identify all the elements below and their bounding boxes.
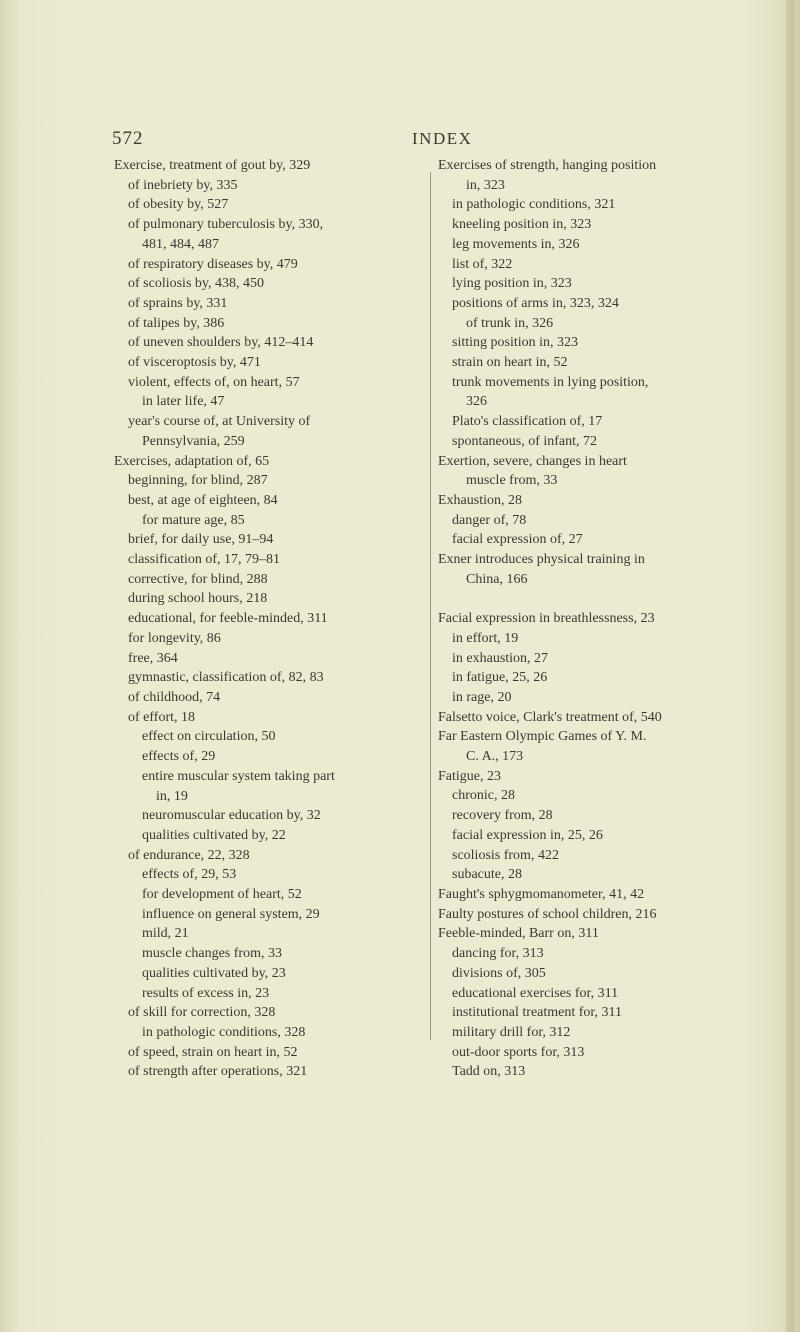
index-entry: entire muscular system taking part bbox=[142, 768, 335, 784]
index-entry: Far Eastern Olympic Games of Y. M. bbox=[438, 729, 647, 745]
index-entry: scoliosis from, 422 bbox=[452, 847, 559, 863]
index-entry: chronic, 28 bbox=[452, 788, 515, 804]
index-entry: neuromuscular education by, 32 bbox=[142, 808, 321, 824]
index-entry: in, 19 bbox=[156, 788, 188, 804]
index-entry: strain on heart in, 52 bbox=[452, 355, 568, 371]
index-entry: 481, 484, 487 bbox=[142, 236, 219, 252]
index-entry: of endurance, 22, 328 bbox=[128, 847, 250, 863]
index-entry: Pennsylvania, 259 bbox=[142, 433, 245, 449]
index-entry: Exercises of strength, hanging position bbox=[438, 158, 657, 173]
index-entry: divisions of, 305 bbox=[452, 965, 546, 981]
index-entry: in rage, 20 bbox=[452, 689, 512, 705]
index-entry: of speed, strain on heart in, 52 bbox=[128, 1044, 298, 1060]
index-entry: leg movements in, 326 bbox=[452, 236, 580, 252]
index-entry: of strength after operations, 321 bbox=[128, 1064, 308, 1080]
index-entry: educational, for feeble-minded, 311 bbox=[128, 611, 328, 627]
index-entry: of visceroptosis by, 471 bbox=[128, 355, 261, 371]
index-entry: mild, 21 bbox=[142, 926, 189, 942]
index-entry: Falsetto voice, Clark's treatment of, 540 bbox=[438, 709, 662, 725]
index-entry: for development of heart, 52 bbox=[142, 887, 302, 903]
index-entry: of sprains by, 331 bbox=[128, 295, 228, 311]
index-entry: beginning, for blind, 287 bbox=[128, 473, 268, 489]
index-entry: of pulmonary tuberculosis by, 330, bbox=[128, 217, 324, 233]
column-divider bbox=[430, 172, 431, 1040]
index-entry: list of, 322 bbox=[452, 256, 513, 272]
index-entry: spontaneous, of infant, 72 bbox=[452, 433, 598, 449]
index-entry: Faulty postures of school children, 216 bbox=[438, 906, 657, 922]
index-gap bbox=[438, 589, 790, 609]
index-entry: of scoliosis by, 438, 450 bbox=[128, 276, 264, 292]
index-entry: during school hours, 218 bbox=[128, 591, 268, 607]
index-entry: of talipes by, 386 bbox=[128, 315, 225, 331]
index-column-left bbox=[114, 156, 430, 1082]
index-entry: qualities cultivated by, 22 bbox=[142, 827, 286, 843]
running-title: INDEX bbox=[412, 129, 473, 148]
index-entry: year's course of, at University of bbox=[128, 414, 311, 430]
index-entry: gymnastic, classification of, 82, 83 bbox=[128, 670, 324, 686]
index-entry: Tadd on, 313 bbox=[452, 1064, 526, 1080]
index-entry: lying position in, 323 bbox=[452, 276, 572, 292]
index-entry: in fatigue, 25, 26 bbox=[452, 670, 548, 686]
index-entry: danger of, 78 bbox=[452, 512, 527, 528]
index-entry: Exertion, severe, changes in heart bbox=[438, 453, 627, 469]
index-entry: institutional treatment for, 311 bbox=[452, 1005, 622, 1021]
index-entry: in pathologic conditions, 328 bbox=[142, 1024, 306, 1040]
index-entry: kneeling position in, 323 bbox=[452, 217, 592, 233]
index-entry: China, 166 bbox=[466, 571, 528, 587]
index-entry: in effort, 19 bbox=[452, 630, 519, 646]
index-entry: facial expression in, 25, 26 bbox=[452, 827, 603, 843]
index-entry: educational exercises for, 311 bbox=[452, 985, 619, 1001]
index-entry: violent, effects of, on heart, 57 bbox=[128, 374, 300, 390]
index-entry: subacute, 28 bbox=[452, 867, 522, 883]
index-entry: in, 323 bbox=[466, 177, 505, 193]
index-entry: results of excess in, 23 bbox=[142, 985, 270, 1001]
index-entry: Exhaustion, 28 bbox=[438, 492, 522, 508]
index-entry: Plato's classification of, 17 bbox=[452, 414, 603, 430]
index-entry: free, 364 bbox=[128, 650, 178, 666]
index-entry: 326 bbox=[466, 394, 487, 410]
index-entry: of trunk in, 326 bbox=[466, 315, 554, 331]
index-entry: Facial expression in breathlessness, 23 bbox=[438, 611, 655, 627]
index-entry: Faught's sphygmomanometer, 41, 42 bbox=[438, 887, 645, 902]
index-entry: sitting position in, 323 bbox=[452, 335, 579, 351]
index-entry: of respiratory diseases by, 479 bbox=[128, 256, 298, 272]
index-entry: in later life, 47 bbox=[142, 394, 225, 410]
index-entry: muscle changes from, 33 bbox=[142, 946, 282, 962]
index-entry: Exercises, adaptation of, 65 bbox=[114, 453, 270, 469]
index-entry: dancing for, 313 bbox=[452, 946, 544, 962]
index-entry: corrective, for blind, 288 bbox=[128, 571, 268, 587]
index-entry: positions of arms in, 323, 324 bbox=[452, 295, 619, 311]
index-entry: C. A., 173 bbox=[466, 749, 524, 765]
index-entry: effects of, 29, 53 bbox=[142, 867, 237, 883]
index-entry: out-door sports for, 313 bbox=[452, 1044, 585, 1060]
index-entry: in exhaustion, 27 bbox=[452, 650, 549, 666]
index-entry: recovery from, 28 bbox=[452, 808, 553, 824]
index-entry: muscle from, 33 bbox=[466, 473, 558, 489]
index-entry: classification of, 17, 79–81 bbox=[128, 552, 281, 568]
index-entry: facial expression of, 27 bbox=[452, 532, 583, 548]
index-entry: Exercise, treatment of gout by, 329 bbox=[114, 158, 311, 173]
index-entry: of childhood, 74 bbox=[128, 689, 221, 705]
index-entry: of uneven shoulders by, 412–414 bbox=[128, 335, 314, 351]
index-entry: trunk movements in lying position, bbox=[452, 374, 649, 390]
index-entry: effects of, 29 bbox=[142, 749, 216, 765]
index-entry: of obesity by, 527 bbox=[128, 197, 229, 213]
index-entry: in pathologic conditions, 321 bbox=[452, 197, 616, 213]
page-number: 572 bbox=[112, 128, 144, 149]
index-entry: Fatigue, 23 bbox=[438, 768, 501, 784]
page-header bbox=[112, 128, 672, 154]
index-entry: qualities cultivated by, 23 bbox=[142, 965, 286, 981]
index-entry: for longevity, 86 bbox=[128, 630, 221, 646]
index-column-right bbox=[438, 156, 790, 1082]
index-entry: for mature age, 85 bbox=[142, 512, 245, 528]
index-entry: influence on general system, 29 bbox=[142, 906, 320, 922]
index-entry: of inebriety by, 335 bbox=[128, 177, 238, 193]
index-entry: Exner introduces physical training in bbox=[438, 552, 645, 568]
index-entry: of skill for correction, 328 bbox=[128, 1005, 276, 1021]
index-entry: best, at age of eighteen, 84 bbox=[128, 492, 278, 508]
index-entry: effect on circulation, 50 bbox=[142, 729, 276, 745]
index-entry: of effort, 18 bbox=[128, 709, 195, 725]
index-entry: military drill for, 312 bbox=[452, 1024, 571, 1040]
index-entry: Feeble-minded, Barr on, 311 bbox=[438, 926, 599, 942]
index-entry: brief, for daily use, 91–94 bbox=[128, 532, 274, 548]
